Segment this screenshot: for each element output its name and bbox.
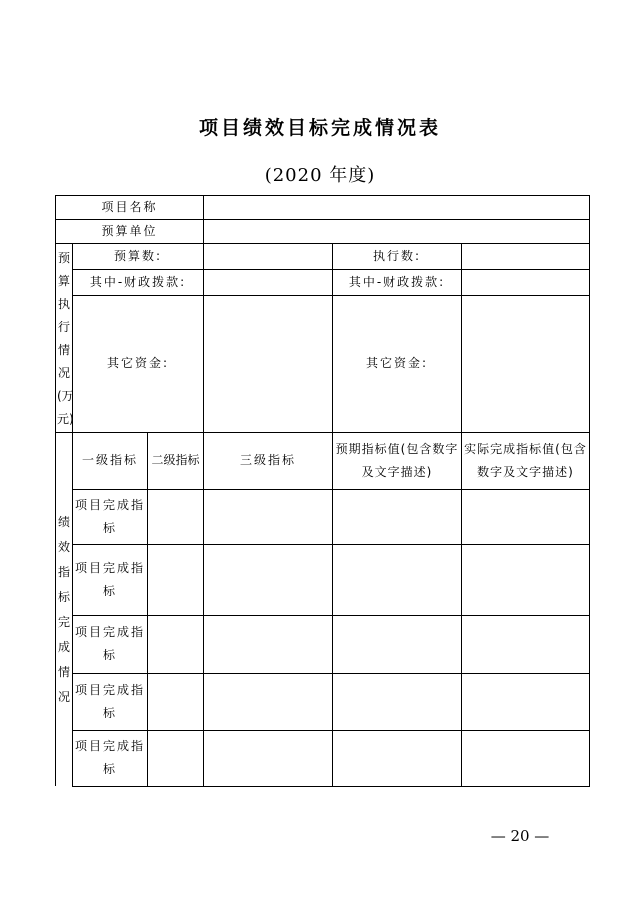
budget-amount-value [204,243,333,269]
page-number: — 20 — [490,827,550,845]
project-name-value [204,196,590,220]
fiscal-allocation-label-2: 其中-财政拨款: [333,269,462,295]
row-level3 [204,615,333,673]
row-actual [462,730,590,786]
row-level2 [148,673,204,730]
fiscal-allocation-label: 其中-财政拨款: [73,269,204,295]
header-level1: 一级指标 [73,432,148,489]
fiscal-allocation-value [204,269,333,295]
row-level2 [148,615,204,673]
row-level2 [148,489,204,544]
execution-amount-label: 执行数: [333,243,462,269]
year-label: (2020 年度) [264,165,376,186]
header-level2: 二级指标 [148,432,204,489]
row-expected [333,730,462,786]
table-row [56,489,590,544]
row-level1: 项目完成指标 [73,673,148,730]
performance-section-label: 绩效指标完成情况 [56,432,73,786]
other-funds-label-2: 其它资金: [333,295,462,432]
page-title: 项目绩效目标完成情况表 [198,117,441,139]
row-actual [462,544,590,615]
row-level3 [204,730,333,786]
other-funds-value [204,295,333,432]
table-row [56,219,590,243]
execution-amount-value [462,243,590,269]
table-row [56,615,590,673]
budget-amount-label: 预算数: [73,243,204,269]
other-funds-label: 其它资金: [73,295,204,432]
header-level3: 三级指标 [204,432,333,489]
table-row [56,432,590,489]
row-actual [462,489,590,544]
project-name-label: 项目名称 [56,196,204,220]
row-level1: 项目完成指标 [73,544,148,615]
table-row [56,269,590,295]
table-row [56,196,590,220]
row-level3 [204,673,333,730]
row-level1: 项目完成指标 [73,489,148,544]
budget-unit-value [204,219,590,243]
fiscal-allocation-value-2 [462,269,590,295]
row-expected [333,489,462,544]
row-level1: 项目完成指标 [73,730,148,786]
table-row [56,730,590,786]
budget-section-label: 预算执行情况(万元) [56,243,73,432]
header-expected: 预期指标值(包含数字及文字描述) [333,432,462,489]
budget-unit-label: 预算单位 [56,219,204,243]
header-actual: 实际完成指标值(包含数字及文字描述) [462,432,590,489]
row-level1: 项目完成指标 [73,615,148,673]
row-level2 [148,544,204,615]
row-expected [333,673,462,730]
table-row [56,243,590,269]
table-row [56,544,590,615]
performance-table [55,195,590,787]
row-actual [462,673,590,730]
table-row [56,673,590,730]
row-level3 [204,544,333,615]
table-row [56,295,590,432]
row-level2 [148,730,204,786]
row-level3 [204,489,333,544]
row-actual [462,615,590,673]
row-expected [333,615,462,673]
other-funds-value-2 [462,295,590,432]
row-expected [333,544,462,615]
